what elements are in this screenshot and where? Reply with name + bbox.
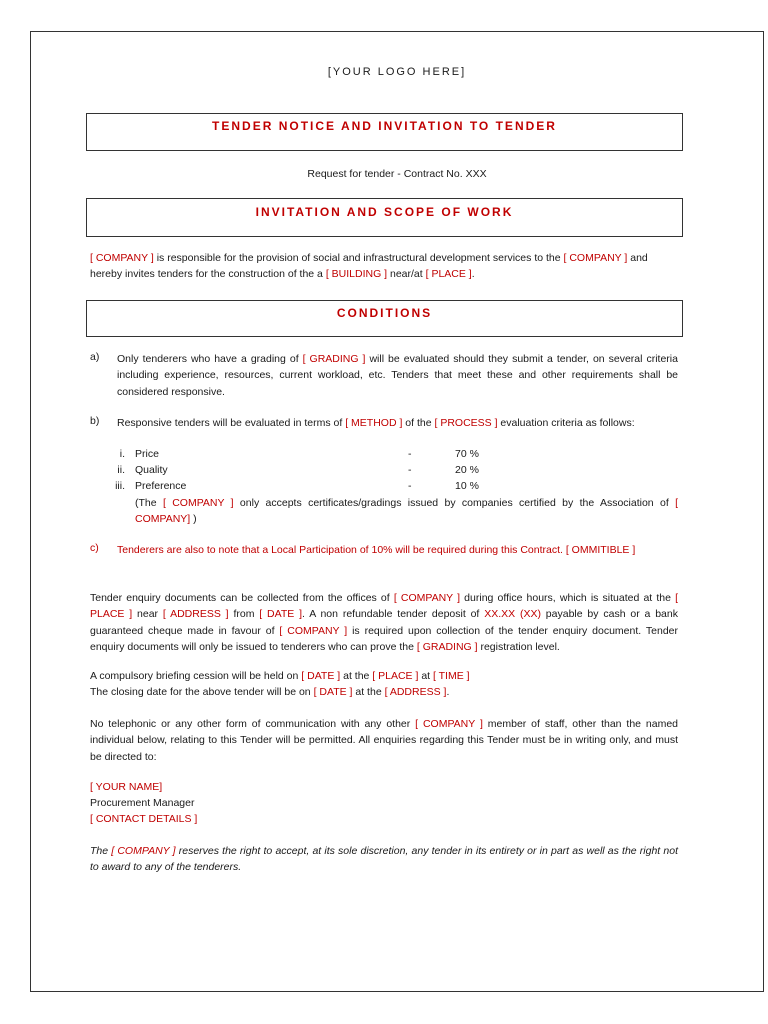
- request-line: Request for tender - Contract No. XXX: [307, 168, 487, 180]
- contact-name: [ YOUR NAME]: [90, 781, 163, 793]
- condition-b-label: b): [90, 415, 100, 427]
- condition-a-label: a): [90, 351, 100, 363]
- reserve-statement: The [ COMPANY ] reserves the right to accept, at its sole discretion, any tender in its entirety or in part as well as the right not to award to any of the tenderers.: [90, 845, 678, 874]
- contact-role: Procurement Manager: [90, 797, 195, 809]
- condition-c-label: c): [90, 542, 99, 554]
- title-banner: [86, 113, 683, 151]
- conditions-heading-box: [86, 300, 683, 337]
- document-page: [30, 31, 764, 992]
- scope-heading: INVITATION AND SCOPE OF WORK: [255, 205, 514, 219]
- criteria-row-price: i. Price - 70 %: [119, 448, 479, 460]
- logo-placeholder: [YOUR LOGO HERE]: [327, 66, 467, 78]
- condition-a-text: Only tenderers who have a grading of [ GRADING ] will be evaluated should they submit a tender, on several criteria including experience, resources, current workload, etc. Tenders that meet these and other requirements shall be considered responsive.: [117, 353, 678, 398]
- scope-heading-box: [86, 198, 683, 237]
- contact-details: [ CONTACT DETAILS ]: [90, 813, 198, 825]
- closing-line: The closing date for the above tender will be on [ DATE ] at the [ ADDRESS ].: [90, 686, 450, 698]
- conditions-heading: CONDITIONS: [336, 306, 433, 320]
- briefing-line: A compulsory briefing cession will be held on [ DATE ] at the [ PLACE ] at [ TIME ]: [90, 670, 470, 682]
- scope-paragraph: [ COMPANY ] is responsible for the provision of social and infrastructural development services to the [ COMPANY ] and hereby invites tenders for the construction of the a [ BUILDING ] near/at [ PLACE ].: [90, 252, 648, 281]
- condition-c-text: Tenderers are also to note that a Local Participation of 10% will be required during this Contract. [ OMMITIBLE ]: [117, 544, 636, 556]
- criteria-row-preference: iii. Preference - 10 %: [115, 480, 479, 492]
- condition-b-text: Responsive tenders will be evaluated in terms of [ METHOD ] of the [ PROCESS ] evaluation criteria as follows:: [117, 417, 635, 429]
- certificate-note: (The [ COMPANY ] only accepts certificates/gradings issued by companies certified by the Association of [ COMPANY] ): [135, 497, 679, 526]
- enquiry-paragraph: Tender enquiry documents can be collected from the offices of [ COMPANY ] during office hours, which is situated at the [ PLACE ] near [ ADDRESS ] from [ DATE ]. A non refundable tender deposit of XX.XX (XX) payable by cash or a bank guaranteed cheque made in favour of [ COMPANY ] is required upon collection of the tender enquiry document. Tender enquiry documents will only be issued to tenderers who can prove the [ GRADING ] registration level.: [90, 592, 679, 653]
- communication-paragraph: No telephonic or any other form of communication with any other [ COMPANY ] member of staff, other than the named individual below, relating to this Tender will be permitted. All enquiries regarding this Tender must be in writing only, and must be directed to:: [90, 718, 678, 763]
- document-title: TENDER NOTICE AND INVITATION TO TENDER: [212, 119, 557, 133]
- criteria-row-quality: ii. Quality - 20 %: [117, 464, 479, 476]
